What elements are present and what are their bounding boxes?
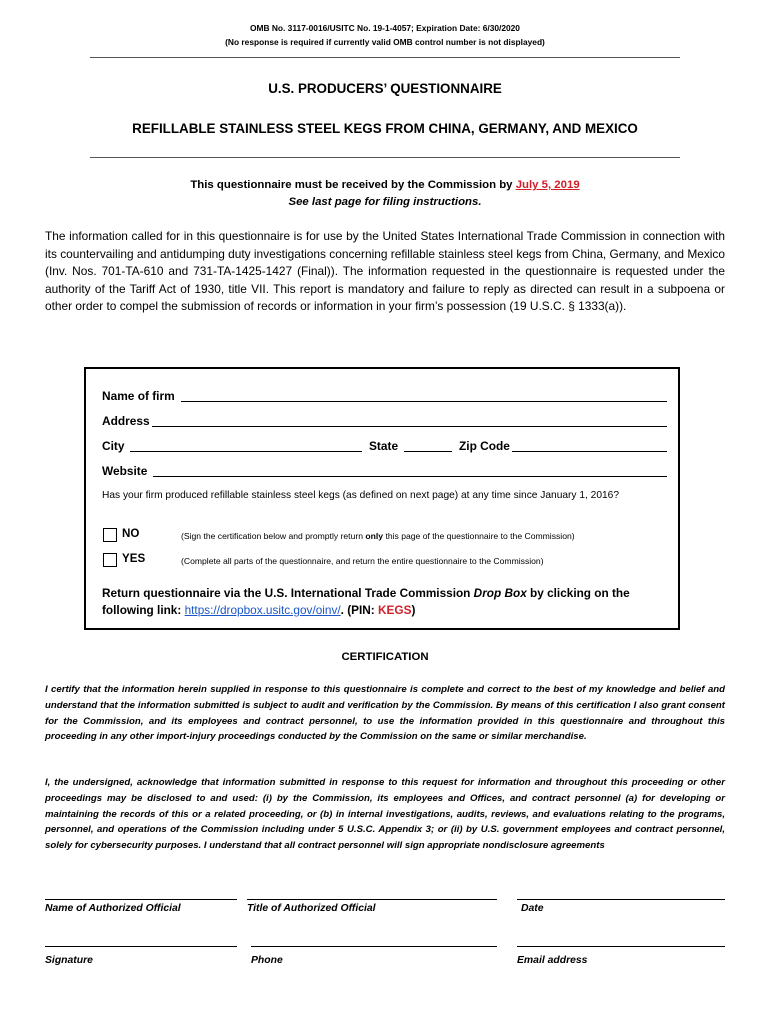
- date-label: Date: [521, 903, 544, 914]
- questionnaire-title: U.S. PRODUCERS’ QUESTIONNAIRE: [268, 81, 502, 96]
- certification-paragraph-1: I certify that the information herein supplied in response to this questionnaire is complete and correct to the best of my knowledge and belief and understand that the information submitted is subject to audit and verification by the Commission. By means of this certification I also grant consent for the Commission, and its employees and contract personnel, to use the information provided in this questionnaire and throughout this proceeding in any other import-injury proceedings conducted by the Commission on the same or similar merchandise.: [45, 684, 725, 743]
- state-field[interactable]: [404, 451, 452, 452]
- yes-option-note: (Complete all parts of the questionnaire, and return the entire questionnaire to the Commission): [181, 556, 544, 566]
- official-name-line[interactable]: [45, 899, 237, 900]
- deadline-notice: [0, 177, 770, 194]
- firm-name-field[interactable]: [181, 401, 667, 402]
- title-divider: [90, 157, 680, 158]
- no-option-note: (Sign the certification below and promptly return only this page of the questionnaire to the Commission): [181, 531, 575, 541]
- firm-name-label: Name of firm: [102, 389, 175, 403]
- zip-code-label: Zip Code: [459, 439, 510, 453]
- deadline-date: July 5, 2019: [515, 179, 580, 191]
- yes-checkbox[interactable]: [103, 553, 117, 567]
- certification-paragraph-2: I, the undersigned, acknowledge that information submitted in response to this request for information and throughout this proceeding or other proceedings may be disclosed to and used: (i) by the Commission, its employees and Offices, and contract personnel (a) for developing or maintaining the records of this or a related proceeding, or (b) in internal investigations, audits, reviews, and evaluations relating to the programs, personnel, and operations of the Commission including under 5 U.S.C. Appendix 3; or (ii) by U.S. government employees and contract personnel, solely for cybersecurity purposes. I understand that all contract personnel will sign appropriate nondisclosure agreements: [45, 777, 725, 852]
- address-label: Address: [102, 414, 150, 428]
- city-field[interactable]: [130, 451, 362, 452]
- yes-option-label: YES: [122, 552, 146, 565]
- production-question: Has your firm produced refillable stainless steel kegs (as defined on next page) at any time since January 1, 2016?: [102, 490, 620, 501]
- state-label: State: [369, 439, 399, 453]
- omb-notice: (No response is required if currently valid OMB control number is not displayed): [225, 37, 545, 47]
- deadline-prefix: This questionnaire must be received by the Commission by: [190, 179, 516, 191]
- no-option-label: NO: [122, 527, 140, 540]
- header-divider: [90, 57, 680, 58]
- official-name-label: Name of Authorized Official: [45, 903, 181, 914]
- intro-paragraph: The information called for in this questionnaire is for use by the United States International Trade Commission in connection with its countervailing and antidumping duty investigations concerning refillable stainless steel kegs from China, Germany, and Mexico (Inv. Nos. 701-TA-610 and 731-TA-1425-1427 (Final)). The information requested in the questionnaire is requested under the authority of the Tariff Act of 1930, title VII. This report is mandatory and failure to reply as directed can result in a subpoena or other order to compel the submission of records or information in your firm’s possession (19 U.S.C. § 1333(a)).: [45, 229, 725, 314]
- website-label: Website: [102, 464, 148, 478]
- signature-line[interactable]: [45, 946, 237, 947]
- certification-heading: CERTIFICATION: [341, 651, 429, 663]
- email-label: Email address: [517, 955, 588, 966]
- questionnaire-subject: REFILLABLE STAINLESS STEEL KEGS FROM CHINA, GERMANY, AND MEXICO: [132, 121, 638, 136]
- city-label: City: [102, 439, 125, 453]
- return-instructions: Return questionnaire via the U.S. International Trade Commission Drop Box by clicking on the following link: https://dropbox.usitc.gov/oinv/. (PIN: KEGS): [102, 586, 630, 617]
- signature-label: Signature: [45, 955, 93, 966]
- omb-number: OMB No. 3117-0016/USITC No. 19-1-4057; Expiration Date: 6/30/2020: [250, 23, 520, 33]
- date-line[interactable]: [517, 899, 725, 900]
- phone-line[interactable]: [251, 946, 497, 947]
- dropbox-link[interactable]: https://dropbox.usitc.gov/oinv/: [184, 603, 341, 617]
- no-checkbox[interactable]: [103, 528, 117, 542]
- official-title-label: Title of Authorized Official: [247, 903, 376, 914]
- email-line[interactable]: [517, 946, 725, 947]
- phone-label: Phone: [251, 955, 283, 966]
- filing-instructions-note: See last page for filing instructions.: [288, 196, 482, 208]
- website-field[interactable]: [153, 476, 667, 477]
- zip-code-field[interactable]: [512, 451, 667, 452]
- address-field[interactable]: [152, 426, 667, 427]
- official-title-line[interactable]: [247, 899, 497, 900]
- pin-code: KEGS: [378, 603, 412, 617]
